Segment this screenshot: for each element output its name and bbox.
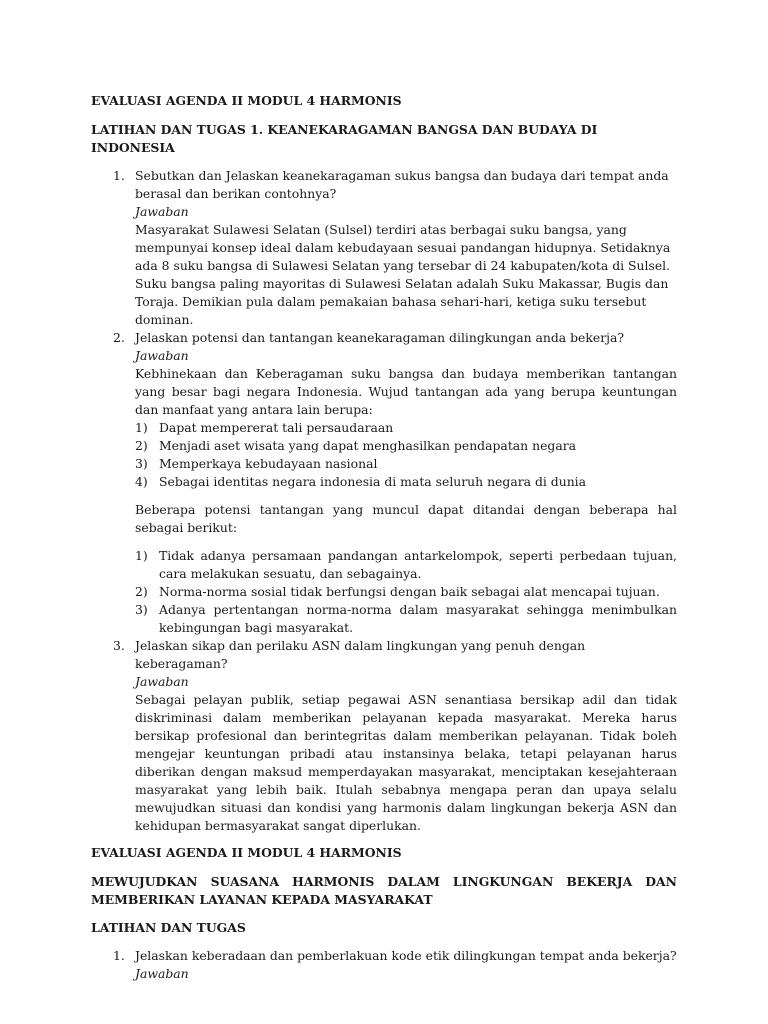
answer-label: Jawaban — [135, 348, 189, 363]
answer-label: Jawaban — [135, 966, 189, 981]
section-subtitle: MEWUJUDKAN SUASANA HARMONIS DALAM LINGKUNGAN BEKERJA DAN MEMBERIKAN LAYANAN KEPADA MASYARAKAT — [91, 874, 677, 907]
list-item — [135, 473, 677, 491]
question-text: Jelaskan potensi dan tantangan keanekaragaman dilingkungan anda bekerja? — [135, 330, 625, 345]
section-subtitle: LATIHAN DAN TUGAS — [91, 920, 246, 935]
list-number: 2) — [135, 438, 148, 453]
question-item — [91, 947, 677, 983]
list-text: Menjadi aset wisata yang dapat menghasilkan pendapatan negara — [159, 438, 577, 453]
list-item — [135, 547, 677, 583]
answer-label: Jawaban — [135, 674, 189, 689]
list-item — [135, 455, 677, 473]
answer-paragraph: Beberapa potensi tantangan yang muncul dapat ditandai dengan beberapa hal sebagai berikut: — [135, 502, 677, 535]
challenge-list — [135, 547, 677, 637]
question-number: 1. — [113, 948, 125, 963]
list-text: Tidak adanya persamaan pandangan antarkelompok, seperti perbedaan tujuan, cara melakukan sesuatu, dan sebagainya. — [159, 548, 677, 581]
section-subtitle: LATIHAN DAN TUGAS 1. KEANEKARAGAMAN BANGSA DAN BUDAYA DI INDONESIA — [91, 122, 598, 155]
question-number: 1. — [113, 168, 125, 183]
answer-label: Jawaban — [135, 204, 189, 219]
question-item — [91, 637, 677, 835]
list-number: 1) — [135, 420, 148, 435]
document-body — [91, 92, 677, 983]
question-list — [91, 947, 677, 983]
question-text: Sebutkan dan Jelaskan keanekaragaman sukus bangsa dan budaya dari tempat anda berasal dan berikan contohnya? — [135, 168, 669, 201]
question-item — [91, 167, 677, 329]
list-item — [135, 583, 677, 601]
question-number: 3. — [113, 638, 125, 653]
list-number: 1) — [135, 548, 148, 563]
answer-paragraph: Suku bangsa paling mayoritas di Sulawesi Selatan adalah Suku Makassar, Bugis dan Toraja. Demikian pula dalam pemakaian bahasa sehari-hari, ketiga suku tersebut dominan. — [135, 276, 669, 327]
list-number: 3) — [135, 456, 148, 471]
answer-paragraph: Masyarakat Sulawesi Selatan (Sulsel) terdiri atas berbagai suku bangsa, yang mempunyai konsep ideal dalam kebudayaan sesuai pandangan hidupnya. Setidaknya ada 8 suku bangsa di Sulawesi Selatan yang tersebar di 24 kabupaten/kota di Sulsel. — [135, 222, 671, 273]
list-text: Adanya pertentangan norma-norma dalam masyarakat sehingga menimbulkan kebingungan bagi masyarakat. — [159, 602, 677, 635]
list-number: 3) — [135, 602, 148, 617]
list-item — [135, 437, 677, 455]
answer-paragraph: Sebagai pelayan publik, setiap pegawai ASN senantiasa bersikap adil dan tidak diskriminasi dalam memberikan pelayanan kepada masyarakat. Mereka harus bersikap profesional dan berintegritas dalam memberikan pelayanan. Tidak boleh mengejar keuntungan pribadi atau instansinya belaka, tetapi pelayanan harus diberikan dengan maksud memperdayakan masyarakat, menciptakan kesejahteraan masyarakat yang lebih baik. Itulah sebabnya mengapa peran dan upaya selalu mewujudkan situasi dan kondisi yang harmonis dalam lingkungan bekerja ASN dan kehidupan bermasyarakat sangat diperlukan. — [135, 692, 677, 833]
document-title: EVALUASI AGENDA II MODUL 4 HARMONIS — [91, 845, 402, 860]
document-title: EVALUASI AGENDA II MODUL 4 HARMONIS — [91, 93, 402, 108]
answer-paragraph: Kebhinekaan dan Keberagaman suku bangsa dan budaya memberikan tantangan yang besar bagi negara Indonesia. Wujud tantangan ada yang berupa keuntungan dan manfaat yang antara lain berupa: — [135, 366, 677, 417]
question-item — [91, 329, 677, 637]
question-number: 2. — [113, 330, 125, 345]
question-list — [91, 167, 677, 835]
benefit-list — [135, 419, 677, 491]
list-number: 2) — [135, 584, 148, 599]
list-text: Memperkaya kebudayaan nasional — [159, 456, 378, 471]
list-text: Norma-norma sosial tidak berfungsi dengan baik sebagai alat mencapai tujuan. — [159, 584, 660, 599]
list-item — [135, 419, 677, 437]
question-text: Jelaskan sikap dan perilaku ASN dalam lingkungan yang penuh dengan keberagaman? — [135, 638, 586, 671]
list-item — [135, 601, 677, 637]
list-text: Dapat mempererat tali persaudaraan — [159, 420, 394, 435]
list-number: 4) — [135, 474, 148, 489]
question-text: Jelaskan keberadaan dan pemberlakuan kode etik dilingkungan tempat anda bekerja? — [135, 948, 677, 963]
list-text: Sebagai identitas negara indonesia di mata seluruh negara di dunia — [159, 474, 587, 489]
